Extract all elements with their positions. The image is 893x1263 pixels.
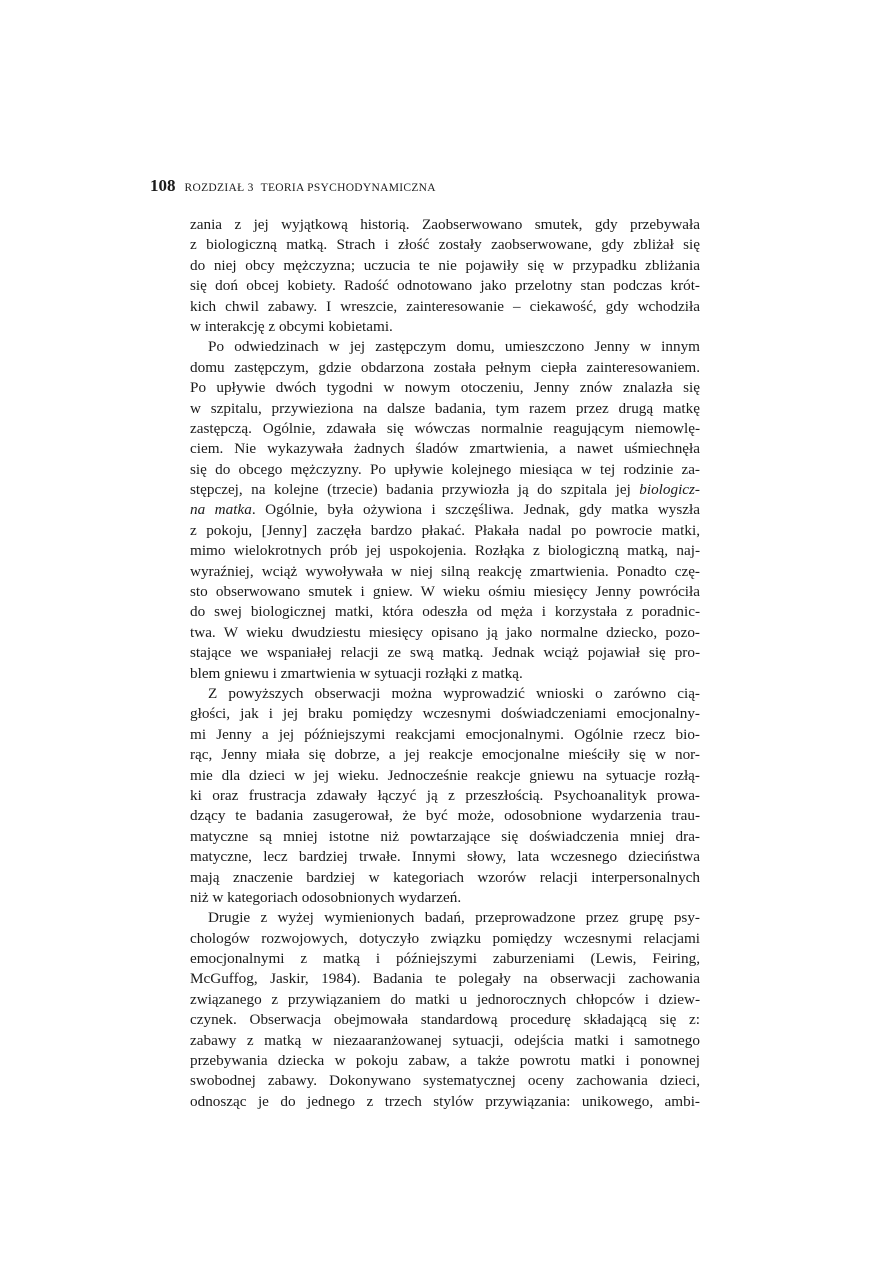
text-line: stępczej, na kolejne (trzecie) badania przywiozła ją do szpitala jej biologicz-: [190, 481, 700, 499]
text-line: swobodnej zabawy. Dokonywano systematycznej oceny zachowania dzieci,: [190, 1072, 700, 1090]
text-line: niż w kategoriach odosobnionych wydarzeń.: [190, 888, 462, 906]
paragraph-3: [190, 684, 700, 908]
running-header: [150, 176, 436, 196]
text-line: do niej obcy mężczyzna; uczucia te nie pojawiły się w przypadku zbliżania: [190, 256, 700, 274]
text-line: głości, jak i jej braku pomiędzy wczesnymi doświadczeniami emocjonalny-: [190, 705, 700, 723]
text-line: Po odwiedzinach w jej zastępczym domu, umieszczono Jenny w innym: [208, 338, 700, 356]
text-line: matyczne są mniej istotne niż powtarzające się doświadczenia mniej dra-: [190, 827, 700, 845]
text-line: blem gniewu i zmartwienia w sytuacji rozłąki z matką.: [190, 664, 523, 682]
text-line: stające we wspaniałej relacji ze swą matką. Jednak wciąż pojawiał się pro-: [190, 644, 700, 662]
paragraph-4: [190, 908, 700, 1112]
text-line: kich chwil zabawy. I wreszcie, zainteresowanie – ciekawość, gdy wchodziła: [190, 297, 700, 315]
text-line: się do obcego mężczyzny. Po upływie kolejnego miesiąca w tej rodzinie za-: [190, 460, 700, 478]
text-line: domu zastępczym, gdzie obdarzona została pełnym ciepła zainteresowaniem.: [190, 358, 700, 376]
text-line: zania z jej wyjątkową historią. Zaobserwowano smutek, gdy przebywała: [190, 216, 700, 233]
paragraph-1: [190, 215, 700, 337]
text-line: związanego z przywiązaniem do matki u jednorocznych chłopców i dziew-: [190, 990, 700, 1008]
text-line: z biologiczną matką. Strach i złość zostały zaobserwowane, gdy zbliżał się: [190, 236, 700, 254]
text-line: w interakcję z obcymi kobietami.: [190, 317, 393, 335]
italic-text: na matka: [190, 501, 252, 519]
text-line: twa. W wieku dwudziestu miesięcy opisano ją jako normalne dziecko, pozo-: [190, 623, 700, 641]
text-line: wyraźniej, wciąż wywoływała w niej silną reakcję zmartwienia. Ponadto czę-: [190, 562, 700, 580]
text-line: sto obserwowano smutek i gniew. W wieku ośmiu miesięcy Jenny powróciła: [190, 583, 700, 601]
text-line: na matka. Ogólnie, była ożywiona i szczęśliwa. Jednak, gdy matka wyszła: [190, 501, 700, 519]
text-line: się doń obcej kobiety. Radość odnotowano jako przelotny stan podczas krót-: [190, 277, 700, 295]
text-line: czynek. Obserwacja obejmowała standardową procedurę składającą się z:: [190, 1011, 700, 1029]
body-text: [190, 215, 700, 1112]
text-line: rąc, Jenny miała się dobrze, a jej reakcje emocjonalne mieściły się w nor-: [190, 746, 700, 764]
text-line: z pokoju, [Jenny] zaczęła bardzo płakać. Płakała nadal po powrocie matki,: [190, 521, 700, 539]
text-line: zabawy z matką w niezaaranżowanej sytuacji, odejścia matki i samotnego: [190, 1031, 700, 1049]
text-line: ciem. Nie wykazywała żadnych śladów zmartwienia, a nawet uśmiechnęła: [190, 440, 700, 458]
text-line: do swej biologicznej matki, która odeszła od męża i korzystała z poradnic-: [190, 603, 700, 621]
paragraph-2: [190, 337, 700, 684]
chapter-label: ROZDZIAŁ 3: [184, 182, 254, 194]
text-line: chologów rozwojowych, dotyczyło związku pomiędzy wczesnymi relacjami: [190, 929, 700, 947]
text-line: mi Jenny a jej późniejszymi reakcjami emocjonalnymi. Ogólnie rzecz bio-: [190, 725, 700, 743]
text-line: dzący te badania zasugerował, że być może, odosobnione wydarzenia trau-: [190, 807, 700, 825]
text-line: emocjonalnymi z matką i późniejszymi zaburzeniami (Lewis, Feiring,: [190, 950, 700, 968]
text-line: matyczne, lecz bardziej trwałe. Innymi słowy, lata wczesnego dzieciństwa: [190, 848, 700, 866]
text-line: przebywania dziecka w pokoju zabaw, a także powrotu matki i ponownej: [190, 1052, 700, 1070]
page-number: 108: [150, 176, 176, 195]
text-line: Po upływie dwóch tygodni w nowym otoczeniu, Jenny znów znalazła się: [190, 379, 700, 397]
text-line: ki oraz frustracja zdawały łączyć ją z przeszłością. Psychoanalityk prowa-: [190, 786, 700, 804]
text-line: mie dla dzieci w jej wieku. Jednocześnie reakcje gniewu na sytuacje rozłą-: [190, 766, 700, 784]
text-line: w szpitalu, przywieziona na dalsze badania, tym razem przez drugą matkę: [190, 399, 700, 417]
text-line: Drugie z wyżej wymienionych badań, przeprowadzone przez grupę psy-: [208, 909, 700, 927]
text-line: McGuffog, Jaskir, 1984). Badania te polegały na obserwacji zachowania: [190, 970, 700, 988]
text-line: mają znaczenie bardziej w kategoriach wzorów relacji interpersonalnych: [190, 868, 700, 886]
text-line: mimo wielokrotnych prób jej uspokojenia. Rozłąka z biologiczną matką, naj-: [190, 542, 700, 560]
text-line: odnosząc je do jednego z trzech stylów przywiązania: unikowego, ambi-: [190, 1092, 700, 1110]
text-line: zastępczą. Ogólnie, zdawała się wówczas normalnie reagującym niemowlę-: [190, 419, 700, 437]
italic-text: biologicz-: [639, 481, 700, 499]
text-line: Z powyższych obserwacji można wyprowadzić wnioski o zarówno cią-: [208, 684, 700, 702]
chapter-title: TEORIA PSYCHODYNAMICZNA: [260, 182, 436, 194]
